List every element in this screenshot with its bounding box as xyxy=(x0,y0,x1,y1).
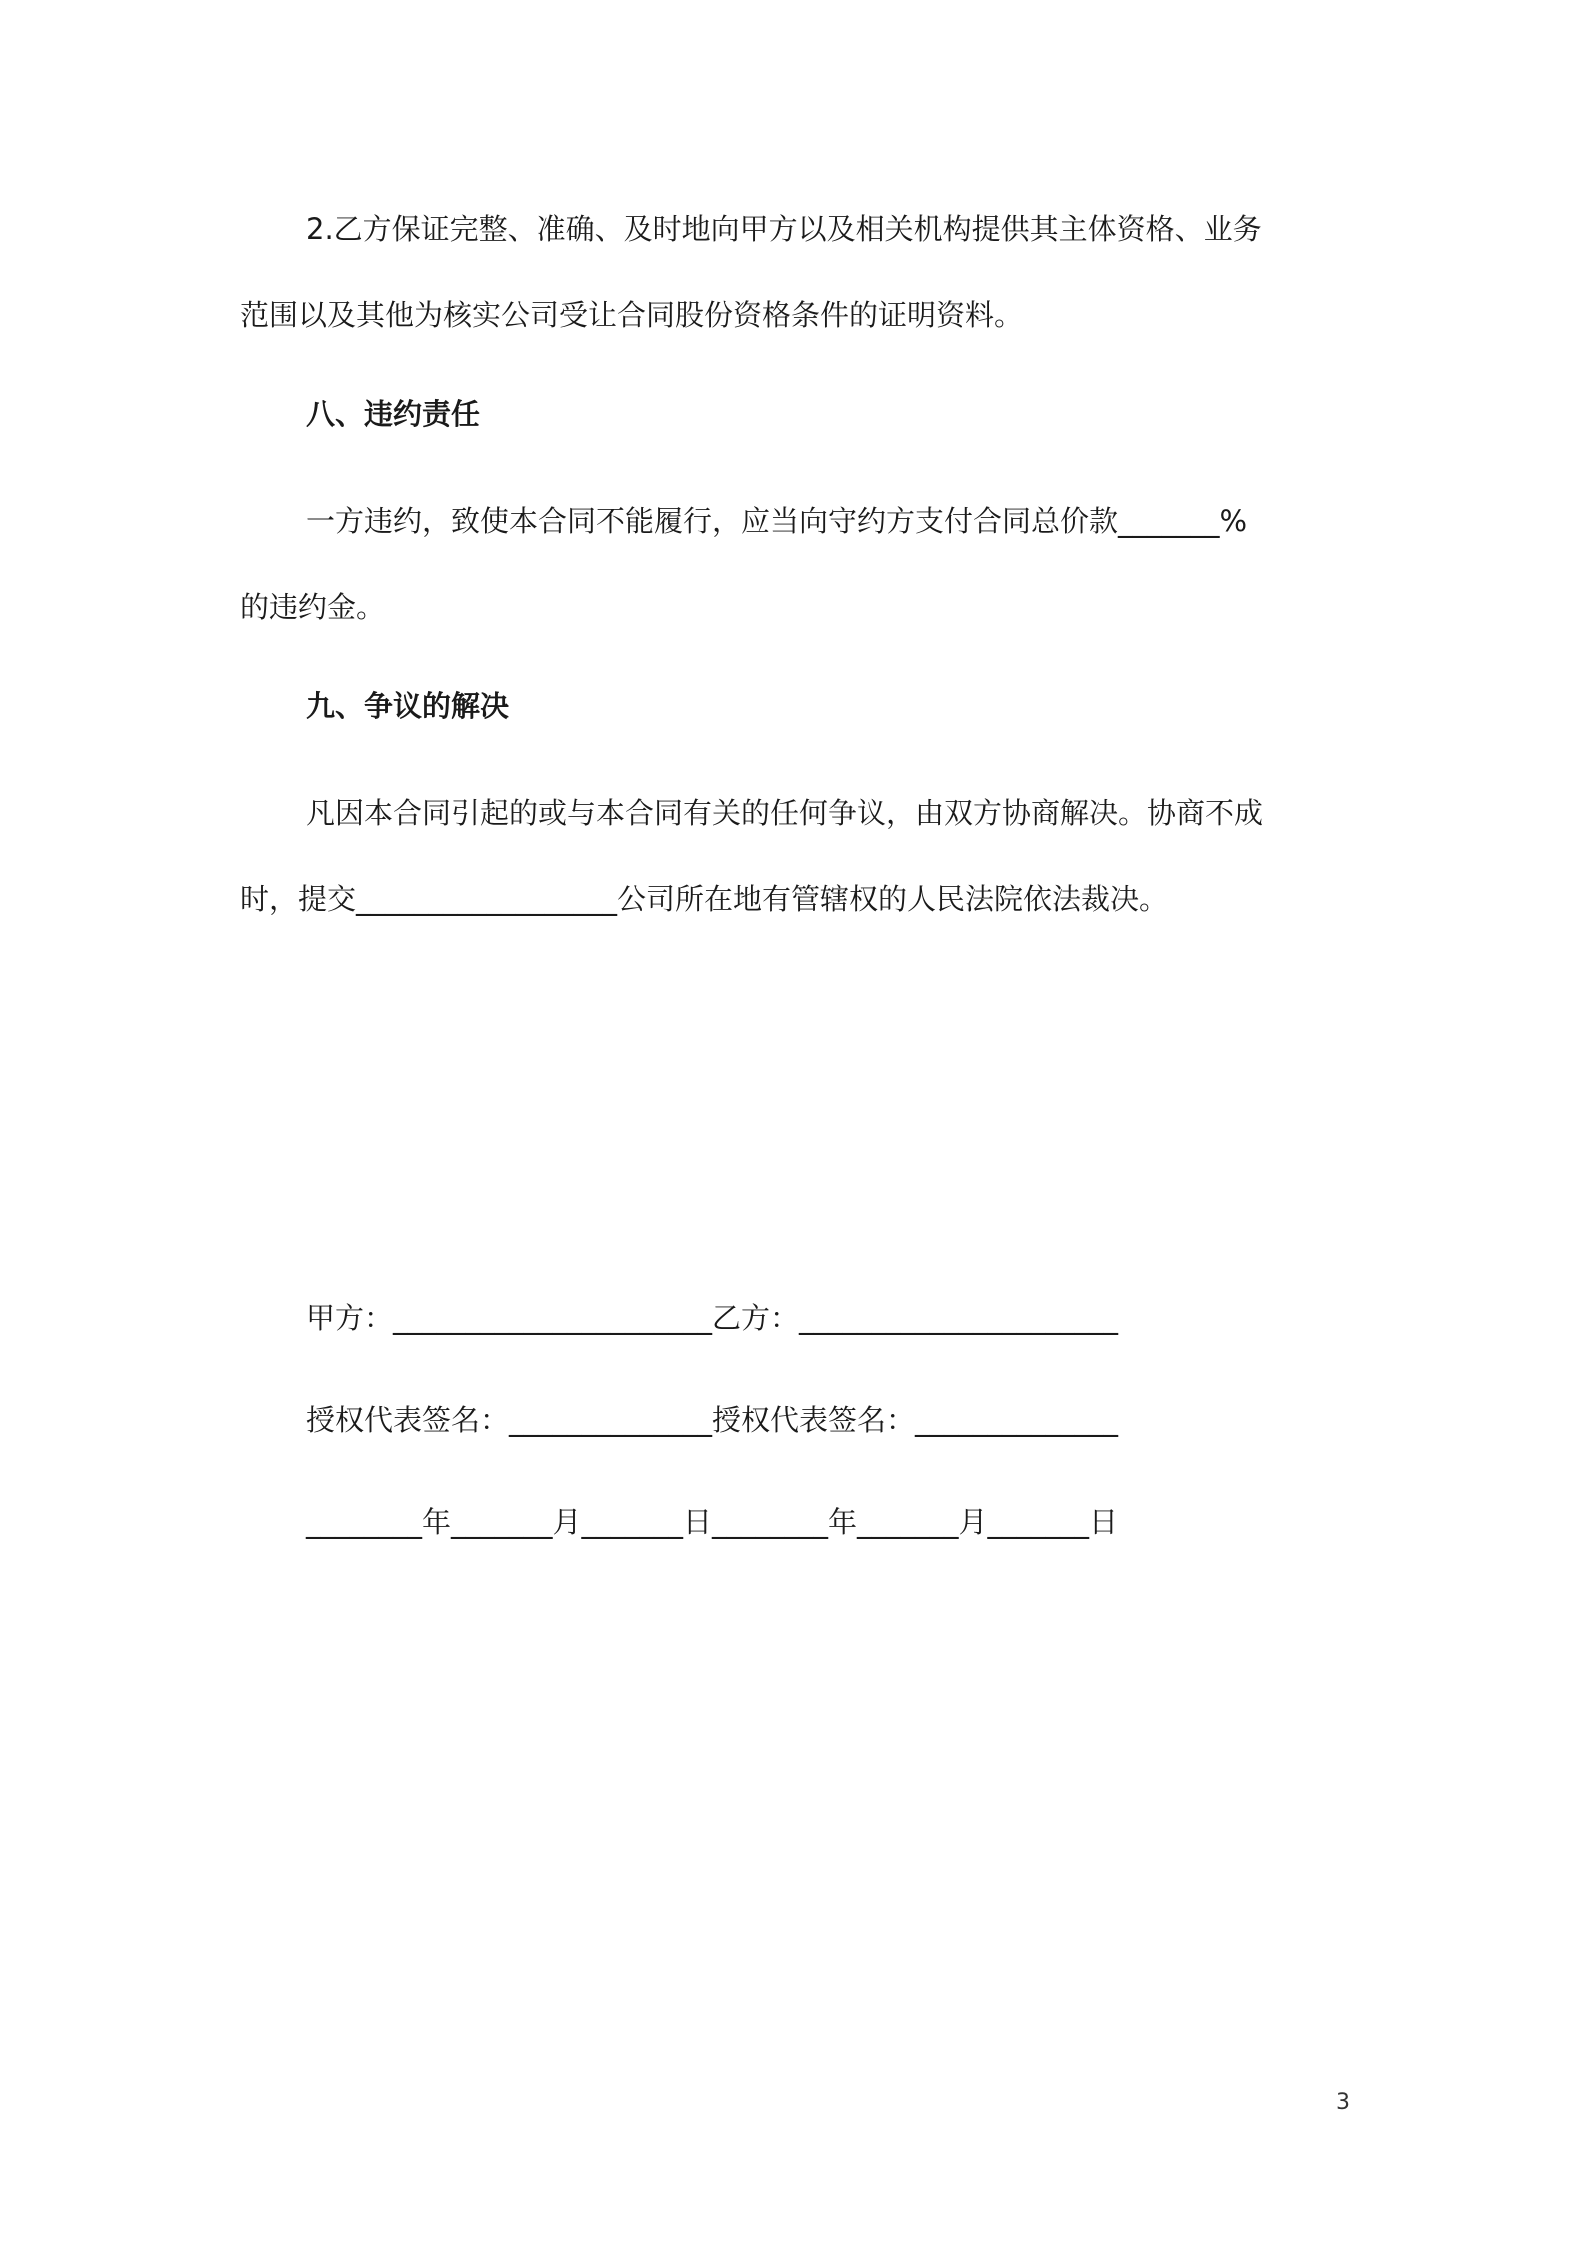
section-9-paragraph xyxy=(240,770,1355,942)
signature-parties-line: 甲方：______________________乙方：______________________ xyxy=(306,1301,1119,1335)
section-9-heading: 九、争议的解决 xyxy=(306,689,510,723)
section-8-line-1: 一方违约，致使本合同不能履行，应当向守约方支付合同总价款_______% xyxy=(306,504,1248,538)
section-9-line-2: 时，提交__________________公司所在地有管辖权的人民法院依法裁决。 xyxy=(240,882,1169,916)
clause-7-2-paragraph xyxy=(240,186,1355,358)
clause-7-2-line-2: 范围以及其他为核实公司受让合同股份资格条件的证明资料。 xyxy=(240,298,1024,332)
signature-dates-line: ________年_______月_______日________年_______月_______日 xyxy=(306,1505,1119,1539)
page-number: 3 xyxy=(1336,2090,1350,2115)
section-9-line-1: 凡因本合同引起的或与本合同有关的任何争议，由双方协商解决。协商不成 xyxy=(306,796,1264,830)
section-8-heading: 八、违约责任 xyxy=(306,397,481,431)
clause-7-2-line-1: 2.乙方保证完整、准确、及时地向甲方以及相关机构提供其主体资格、业务 xyxy=(306,212,1262,246)
signature-representatives-line: 授权代表签名：______________授权代表签名：______________ xyxy=(306,1403,1119,1437)
section-8-paragraph xyxy=(240,478,1355,650)
section-8-line-2: 的违约金。 xyxy=(240,590,386,624)
